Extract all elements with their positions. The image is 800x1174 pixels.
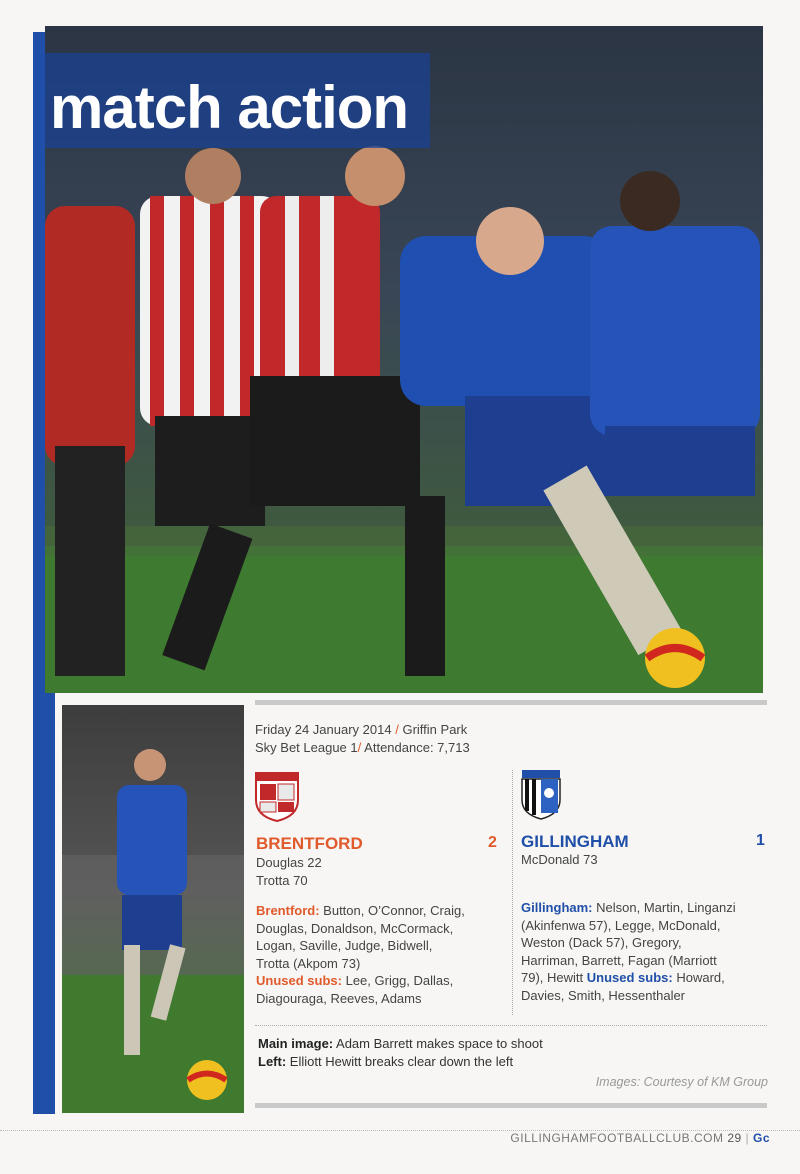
image-credit: Images: Courtesy of KM Group [595, 1075, 768, 1089]
home-lineup-label: Brentford: [256, 903, 320, 918]
away-lineup-label: Gillingham: [521, 900, 593, 915]
away-score: 1 [756, 832, 765, 849]
away-subs-label: Unused subs: [586, 970, 673, 985]
away-scorers [521, 851, 598, 869]
away-team-name: GILLINGHAM [521, 832, 629, 851]
brentford-crest-icon [254, 770, 300, 827]
main-image-caption: Main image: Adam Barrett makes space to shoot [258, 1036, 543, 1051]
home-scorers [256, 854, 322, 890]
away-lineup: Gillingham: Nelson, Martin, Linganzi (Akinfenwa 57), Legge, McDonald, Weston (Dack 57), Gregory, Harriman, Barrett, Fagan (Marriott 79), Hewitt Unused subs: Howard, Davies, Smith, Hessenthaler [521, 900, 736, 1003]
page-footer: GILLINGHAMFOOTBALLCLUB.COM 29 | Gc [510, 1131, 770, 1145]
column-divider [512, 770, 513, 1015]
home-team-name: BRENTFORD [256, 834, 363, 853]
footer-site: GILLINGHAMFOOTBALLCLUB.COM [510, 1131, 724, 1145]
side-image [62, 705, 244, 1113]
home-subs-label: Unused subs: [256, 973, 342, 988]
match-date-venue: Friday 24 January 2014 / Griffin Park [255, 722, 468, 737]
top-rule [255, 700, 767, 705]
home-lineup: Brentford: Button, O’Connor, Craig, Douglas, Donaldson, McCormack, Logan, Saville, Judge, Bidwell, Trotta (Akpom 73) Unused subs: Lee, Grigg, Dallas, Diagouraga, Reeves, Adams [256, 903, 465, 1006]
away-scorer: McDonald 73 [521, 852, 598, 867]
bottom-rule [255, 1103, 767, 1108]
club-mark-icon: Gc [752, 1131, 770, 1145]
home-scorer: Douglas 22 [256, 855, 322, 870]
left-image-caption: Left: Elliott Hewitt breaks clear down the left [258, 1054, 514, 1069]
gillingham-crest-icon [520, 768, 562, 825]
page-title: match action [50, 74, 409, 141]
home-score: 2 [488, 834, 497, 851]
page-number: 29 [727, 1131, 742, 1145]
caption-separator [255, 1025, 767, 1026]
home-scorer: Trotta 70 [256, 873, 308, 888]
match-league-attendance: Sky Bet League 1/ Attendance: 7,713 [255, 740, 470, 755]
